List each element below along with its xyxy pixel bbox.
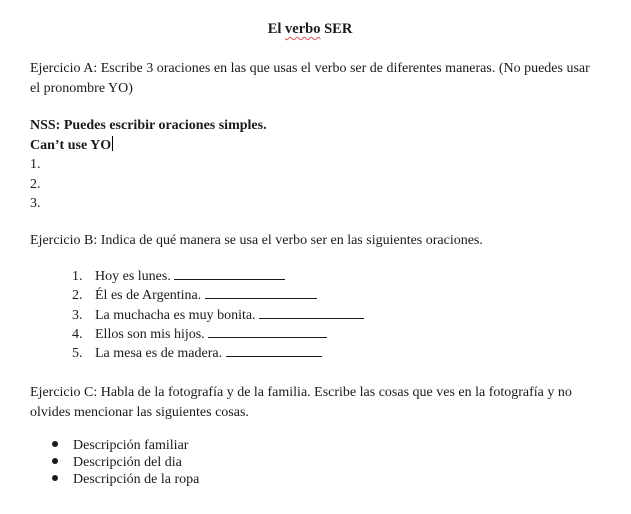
ejercicio-c-instruction: Ejercicio C: Habla de la fotografía y de la familia. Escribe las cosas que ves en la fotografía y no olvides mencionar las siguientes cosas. <box>30 385 572 420</box>
cant-use-text: Can’t use YO <box>30 137 112 153</box>
list-item-text: La muchacha es muy bonita. <box>95 307 256 323</box>
text-cursor <box>112 136 113 151</box>
ejercicio-c-bullet-list <box>52 438 199 488</box>
ejercicio-a-instruction: Ejercicio A: Escribe 3 oraciones en las que usas el verbo ser de diferentes maneras. (No puedes usar el pronombre YO) <box>30 61 590 96</box>
title-part-3: SER <box>320 21 353 37</box>
bullet-item-text: Descripción del dia <box>73 454 182 470</box>
bullet-icon <box>52 458 58 464</box>
ejercicio-b-instruction: Ejercicio B: Indica de qué manera se usa el verbo ser en las siguientes oraciones. <box>30 233 483 248</box>
answer-blank[interactable] <box>205 287 317 299</box>
answer-blank[interactable] <box>259 307 364 319</box>
bullet-item-text: Descripción de la ropa <box>73 471 200 487</box>
list-item-text: Ellos son mis hijos. <box>95 326 205 342</box>
bullet-icon <box>52 441 58 447</box>
list-item <box>72 344 364 363</box>
title-part-1: El <box>267 21 286 37</box>
list-item <box>72 306 364 325</box>
answer-blank[interactable] <box>208 326 327 338</box>
list-item <box>72 325 364 344</box>
answer-blank[interactable] <box>226 345 322 357</box>
list-item-number: 2. <box>72 288 83 304</box>
answer-blank[interactable] <box>174 268 285 280</box>
bullet-item <box>52 472 199 489</box>
answer-line-3[interactable]: 3. <box>30 196 41 211</box>
list-item-number: 1. <box>72 269 83 284</box>
ejercicio-b-list <box>72 267 364 363</box>
bullet-icon <box>52 475 58 481</box>
list-item-number: 3. <box>72 307 83 323</box>
document-title <box>0 21 620 38</box>
list-item-number: 4. <box>72 326 83 342</box>
list-item <box>72 286 364 305</box>
cant-use-line[interactable] <box>30 136 590 156</box>
list-item-text: La mesa es de madera. <box>95 346 223 362</box>
bullet-item <box>52 438 199 455</box>
list-item-text: Él es de Argentina. <box>95 288 202 304</box>
bullet-item <box>52 455 199 472</box>
answer-line-2[interactable]: 2. <box>30 176 41 192</box>
list-item-number: 5. <box>72 346 83 362</box>
list-item-text: Hoy es lunes. <box>95 269 171 284</box>
bullet-item-text: Descripción familiar <box>73 438 189 453</box>
nss-note: NSS: Puedes escribir oraciones simples. <box>30 118 267 133</box>
list-item <box>72 267 364 286</box>
answer-line-1[interactable]: 1. <box>30 157 41 172</box>
title-part-2-spellcheck: verbo <box>285 21 321 37</box>
ejercicio-a-section <box>30 116 590 214</box>
